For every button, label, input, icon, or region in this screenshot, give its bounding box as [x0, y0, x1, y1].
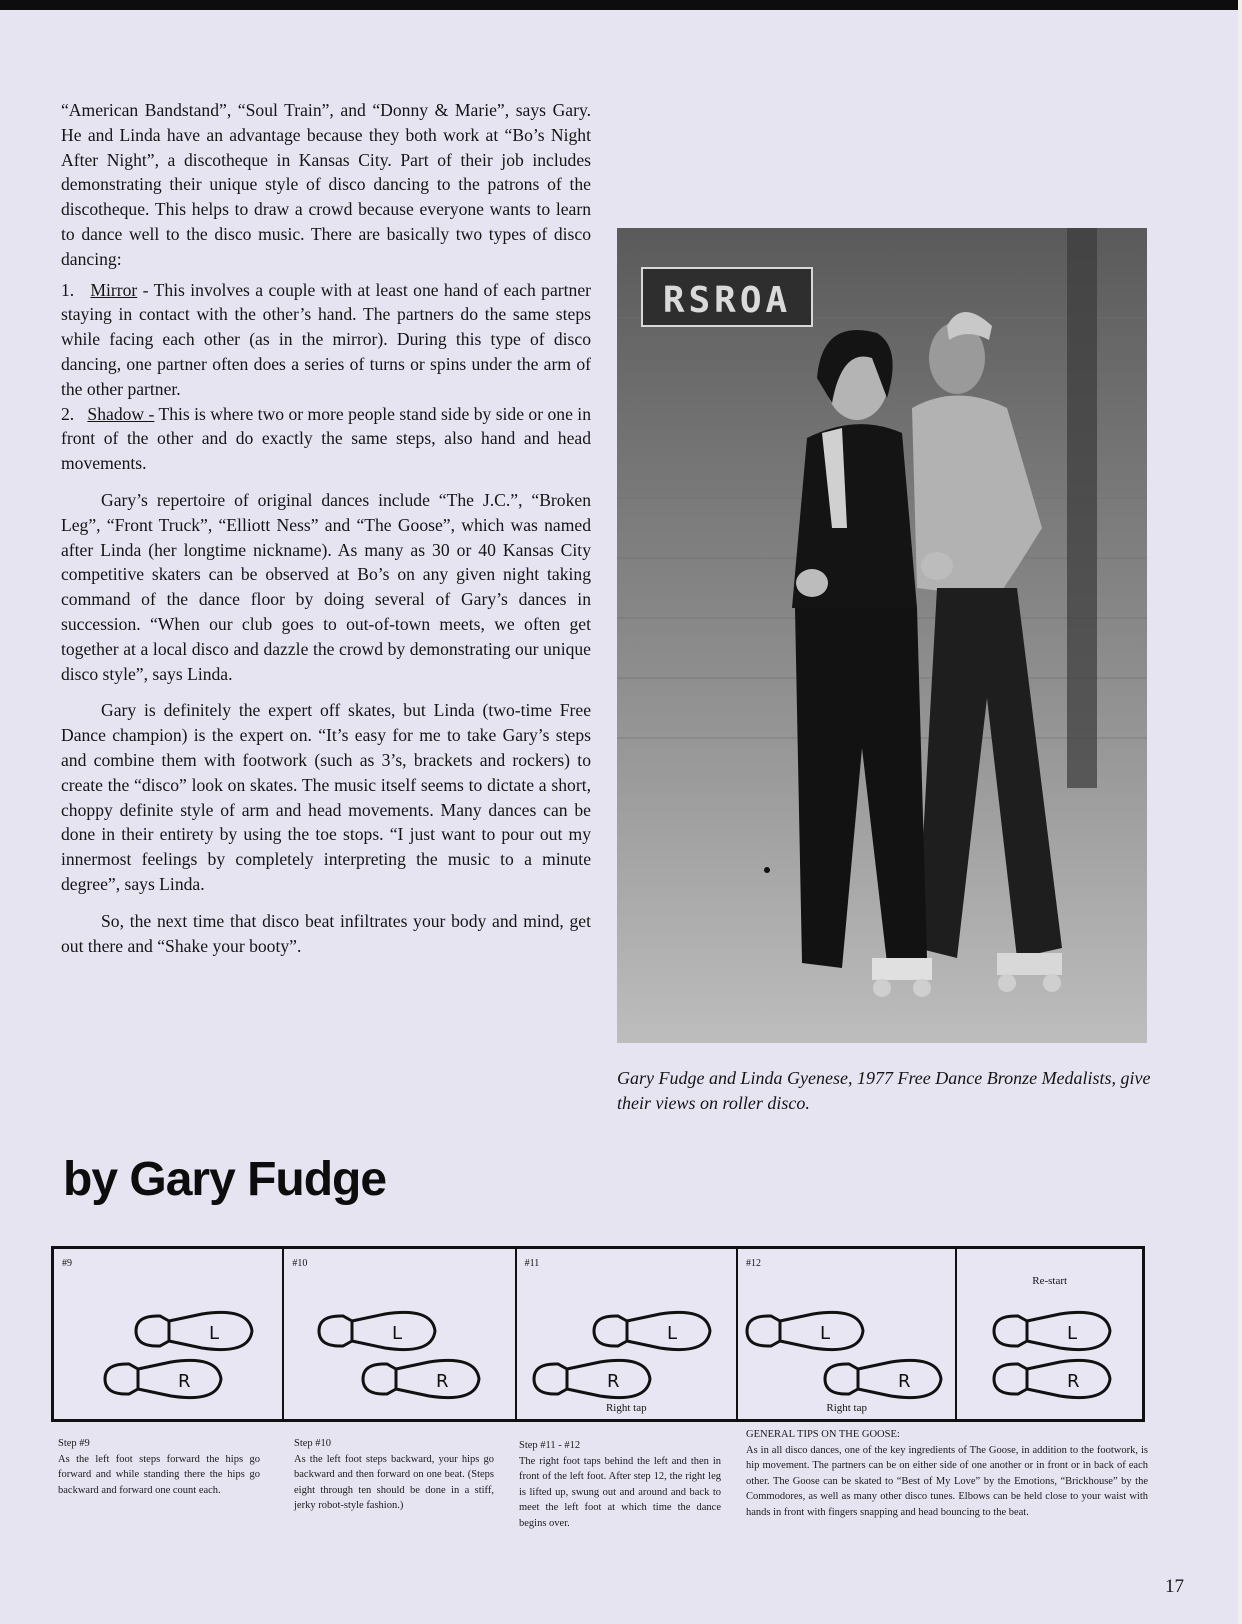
right-foot-print — [825, 1360, 941, 1397]
article-intro: “American Bandstand”, “Soul Train”, and “Donny & Marie”, says Gary. He and Linda have an advantage because they both work at “Bo’s Night After Night”, a discotheque in Kansas City. Part of their job includes demonstrating their unique style of disco dancing to the patrons of the discotheque. This helps to draw a crowd because everyone wants to learn to dance well to the disco music. There are basically two types of disco dancing: — [61, 100, 591, 269]
step-label: #10 — [292, 1258, 308, 1269]
shadow-number: 2. — [61, 403, 75, 424]
note-heading: Step #11 - #12 — [519, 1440, 581, 1451]
left-foot-letter: L — [819, 1323, 831, 1344]
article-paragraph-3: Gary is definitely the expert off skates, but Linda (two-time Free Dance champion) is the expert on. “It’s easy for me to take Gary’s steps and combine them with footwork (such as 3’s, brackets and rockers) to create the “disco” look on skates. The music itself seems to dictate a short, choppy definite style of arm and head movements. Many dances can be done in their entirety by using the toe stops. “I just want to pour out my innermost feelings by completely interpreting the music to a minute degree”, says Linda. — [61, 700, 591, 894]
mirror-text: - This involves a couple with at least one hand of each partner staying in contact with the other’s hand. The partners do the same steps while facing each other (as in the mirror). During this type of disco dancing, one partner often does a series of turns or spins under the arm of the other partner. — [61, 279, 591, 399]
left-foot-print — [747, 1312, 863, 1349]
left-foot-print — [594, 1312, 710, 1349]
step-9-footprints — [54, 1249, 284, 1419]
step-label: #12 — [745, 1258, 761, 1269]
mirror-term: Mirror — [90, 279, 138, 300]
step-box-12 — [738, 1249, 957, 1419]
article-paragraph-2: Gary’s repertoire of original dances include “The J.C.”, “Broken Leg”, “Front Truck”, “Elliott Ness” and “The Goose”, which was named after Linda (her longtime nickname). As many as 30 or 40 Kansas City competitive skaters can be observed at Bo’s on any given night taking command of the dance floor by doing several of Gary’s dances in succession. “When our club goes to out-of-town meets, we often get together at a local disco and dazzle the crowd by demonstrating our unique disco style”, says Linda. — [61, 489, 591, 684]
step-label: #9 — [62, 1258, 72, 1269]
shadow-term: Shadow - — [87, 403, 155, 424]
byline: by Gary Fudge — [63, 1153, 387, 1206]
right-foot-letter: R — [436, 1371, 449, 1392]
right-foot-print — [363, 1360, 479, 1397]
article-paragraph-4: So, the next time that disco beat infiltrates your body and mind, get out there and “Shake your booty”. — [61, 910, 591, 956]
step-12-footprints — [738, 1249, 957, 1419]
mirror-number: 1. — [61, 279, 75, 300]
tips-text: As in all disco dances, one of the key ingredients of The Goose, in addition to the footwork, is hip movement. The partners can be on either side of one another or in front or in back of each other. The Goose can be skated to “Best of My Love” by the Emotions, “Brickhouse” by the Commodores, as well as many other disco tunes. Elbows can be held close to your waist with hands in front with fingers snapping and head bouncing to the beat. — [746, 1444, 1148, 1518]
general-tips — [746, 1427, 1148, 1520]
note-text: The right foot taps behind the left and then in front of the left foot. After step 12, the right leg is lifted up, swung out and around and back to meet the left foot at which time the dance begins over. — [519, 1455, 721, 1529]
step-box-restart — [957, 1249, 1142, 1419]
page-number: 17 — [1165, 1576, 1184, 1597]
mirror-item — [61, 278, 591, 402]
note-heading: Step #9 — [58, 1438, 90, 1449]
left-foot-letter: L — [209, 1323, 220, 1344]
step-box-9 — [54, 1249, 284, 1419]
right-foot-print — [534, 1360, 650, 1397]
restart-label: Re-start — [1032, 1275, 1068, 1287]
right-tap-label: Right tap — [826, 1402, 867, 1414]
article-column — [61, 98, 591, 958]
step-11-footprints — [517, 1249, 738, 1419]
step-box-11 — [517, 1249, 738, 1419]
right-foot-letter: R — [897, 1371, 911, 1392]
skaters-photo — [617, 228, 1147, 1043]
restart-footprints — [957, 1249, 1143, 1419]
left-foot-print — [136, 1312, 252, 1349]
step-9-notes — [58, 1436, 260, 1498]
left-foot-print — [994, 1312, 1110, 1349]
left-foot-letter: L — [1067, 1323, 1078, 1344]
right-foot-letter: R — [606, 1371, 620, 1392]
note-heading: Step #10 — [294, 1438, 332, 1449]
left-foot-letter: L — [392, 1323, 403, 1344]
right-foot-letter: R — [178, 1371, 191, 1392]
right-foot-print — [105, 1360, 221, 1397]
left-foot-print — [319, 1312, 435, 1349]
right-tap-label: Right tap — [605, 1402, 647, 1414]
shadow-text: This is where two or more people stand side by side or one in front of the other and do exactly the same steps, also hand and head movements. — [61, 403, 591, 474]
tips-heading: GENERAL TIPS ON THE GOOSE: — [746, 1429, 900, 1440]
top-edge-bar — [0, 0, 1242, 10]
photo-caption: Gary Fudge and Linda Gyenese, 1977 Free Dance Bronze Medalists, give their views on roller disco. — [617, 1068, 1151, 1113]
left-foot-letter: L — [666, 1323, 677, 1344]
step-11-12-notes — [519, 1438, 721, 1531]
note-text: As the left foot steps backward, your hips go backward and then forward on one beat. (Steps eight through ten should be done in a stiff, jerky robot-style fashion.) — [294, 1453, 494, 1511]
right-foot-letter: R — [1067, 1371, 1080, 1392]
step-10-notes — [294, 1436, 494, 1514]
note-text: As the left foot steps forward the hips go forward and while standing there the hips go backward and forward one count each. — [58, 1453, 260, 1496]
right-foot-print — [994, 1360, 1110, 1397]
dance-steps-diagram — [51, 1246, 1145, 1422]
step-10-footprints — [284, 1249, 516, 1419]
shadow-item — [61, 402, 591, 476]
photo-sign-text: RSROA — [662, 280, 792, 321]
right-edge-strip — [1238, 0, 1242, 1624]
step-box-10 — [284, 1249, 516, 1419]
step-label: #11 — [524, 1258, 540, 1269]
